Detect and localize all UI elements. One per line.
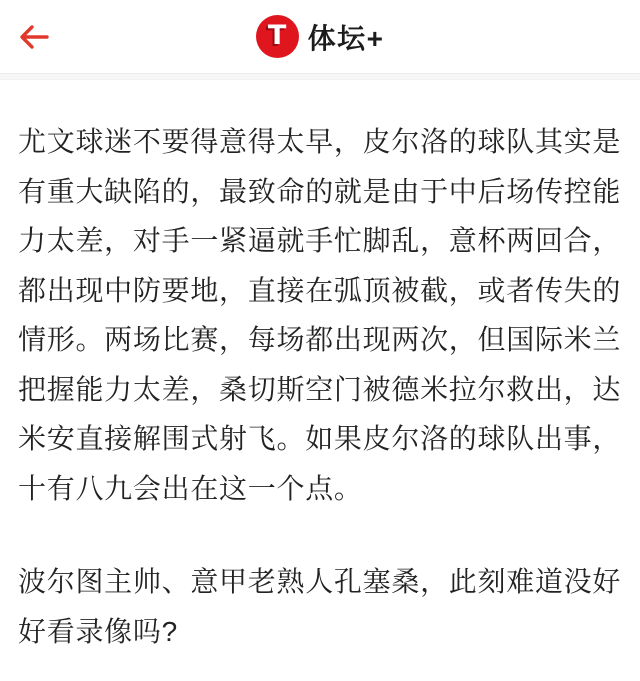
article-paragraph-1: 尤文球迷不要得意得太早，皮尔洛的球队其实是有重大缺陷的，最致命的就是由于中后场传控能力太差，对手一紧逼就手忙脚乱，意杯两回合，都出现中防要地，直接在弧顶被截，或者传失的情形。两场比赛，每场都出现两次，但国际米兰把握能力太差，桑切斯空门被德米拉尔救出，达米安直接解围式射飞。如果皮尔洛的球队出事，十有八九会出在这一个点。 (18, 126, 622, 504)
app-logo (256, 15, 385, 58)
back-button[interactable] (14, 19, 54, 55)
article-paragraph-2: 波尔图主帅、意甲老熟人孔塞桑，此刻难道没好好看录像吗? (18, 566, 622, 647)
app-brand-name: 体坛+ (307, 22, 385, 54)
article-body (0, 80, 640, 656)
header-divider (0, 73, 640, 80)
top-nav-bar (0, 0, 640, 73)
titan-logo-icon: T (256, 15, 299, 58)
back-arrow-icon (18, 24, 50, 50)
